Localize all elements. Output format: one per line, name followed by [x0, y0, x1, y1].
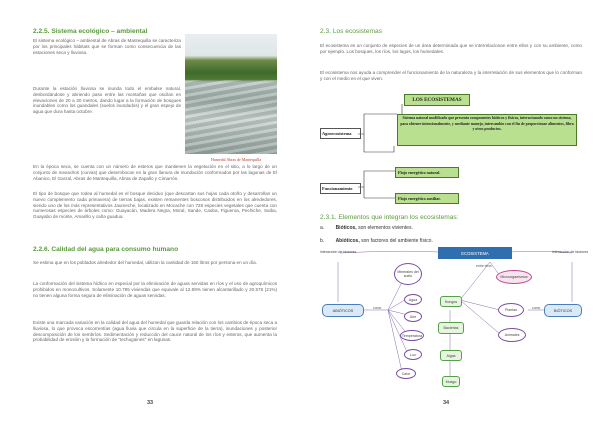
section-heading-elementos: 2.3.1. Elementos que integran los ecosistemas: [320, 214, 459, 221]
luz-node: Luz [404, 349, 422, 360]
algas-node: Algas [440, 350, 462, 361]
paragraph: El ecosistema es un conjunto de especies de un área determinada que se interrelacionan entre ellos y con su ambiente, como por ejemplo. Los bosques, los ríos, los lagos, los humedales. [320, 43, 582, 54]
agroecosistema-box: Agroecosistema [320, 128, 361, 139]
aire-node: Aire [404, 311, 422, 322]
paragraph: Existe una marcada variación en la calidad del agua del humedal que guarda relación con los cambios de época seca a lluviosa, lo que provoca escorrentías (agua lluvia que circula en la superficie de la tierra), inundaciones y posterior descomposición de los sembríos. Sedimentación y reducción del cauce natural de los ríos y esteros, que aumenta la probabilidad de erosión y la formación de "techugüines" en lagunas. [33, 320, 277, 343]
section-heading-ecosistemas: 2.3. Los ecosistemas [320, 28, 382, 35]
page-number: 33 [147, 400, 154, 406]
minerales-node: Minerales del suelo [394, 263, 422, 285]
list-letter: a. [320, 225, 325, 231]
photo-caption: Humedal Abras de Mantequilla [211, 157, 262, 162]
paragraph: El ecosistema nos ayuda a comprender el funcionamiento de la naturaleza y la interrelación de sus elementos que lo conforman y con el medio en el que viven. [320, 70, 582, 81]
list-term: Bióticos, [335, 225, 357, 231]
calor-node: Calor [396, 368, 416, 379]
list-term: Abióticos, [335, 238, 360, 244]
microorganismos-node: Microorganismos [496, 270, 532, 284]
list-desc: son elementos vivientes. [356, 225, 413, 231]
list-desc: son factores del ambiente físico. [359, 238, 433, 244]
connector-label: como [532, 306, 541, 310]
paragraph: En la época seca, se cuenta con un número de esteros que mantienen la vegetación en el sitio, a lo largo de un conjunto de meandros (curvas) que desembocan en la gran llanura de inundación conformados por las lagunas de El Abanico, El Garzal, Abras de Mantequilla, Abras de Zapallo y Cimarrón. [33, 164, 277, 181]
paragraph: Durante la estación lluviosa se inunda todo el embalse natural, desbordándose y abriendo paso entre las montañas que oscilan en elevaciones de 20 a 30 metros, dando lugar a la formación de bosques inundables como los guandales (suelos inundados) y el gran espejo de agua que dura hasta octubre. [33, 86, 181, 114]
animales-node: Animales [498, 328, 526, 342]
bacterias-node: Bacterias [438, 322, 464, 334]
connector-label: entre ellos [476, 264, 492, 268]
plantas-node: Plantas [498, 303, 524, 317]
concept-map-title: LOS ECOSISTEMAS [404, 94, 470, 106]
hongos-node: Hongos [440, 296, 462, 307]
paragraph: El sistema ecológico – ambiental de Abras de Mantequilla se caracteriza por los principales hábitats que se forman como consecuencia de las estaciones seca y lluviosa. [33, 38, 181, 55]
interaction-label-left: interacción de factores [320, 250, 357, 254]
abioticos-node: ABIÓTICOS [322, 304, 364, 317]
section-heading-agua: 2.2.6. Calidad del agua para consumo humano [33, 246, 179, 253]
paragraph: El tipo de bosque que rodea al humedal es el bosque deciduo (que descartan sus hojas cada otoño y desarrollan un nuevo complemento cada primavera) de tierras bajas, existen remanentes boscosos distribuidos en los alrededores, siendo uno de los más representativos Jaumeche, localizado en Mocache con 728 especies vegetales que cuenta con numerosas especies de árboles como: Guayacán, Madera Negra, Moral, Sande, Caoba, Figueroa, Pechiche, Saiba, Guayabo de monte, Amarillo y caña guadua. [33, 191, 277, 219]
definition-box: Sistema natural modificado que presenta componentes bióticos y físicos, interactuando como un sistema, para obtener intencionalmente, y mediante manejo, intercambio con el fin de proporcionar alimentos, fibra y otros productos. [397, 114, 577, 146]
list-letter: b. [320, 238, 325, 244]
temperatura-node: Temperatura [400, 330, 424, 341]
page-number: 34 [443, 400, 450, 406]
wetland-photo [185, 34, 277, 154]
bioticos-node: BIÓTICOS [544, 304, 582, 317]
flujo-natural-box: Flujo energético natural. [395, 167, 459, 178]
ecosistema-node: ECOSISTEMA [438, 247, 512, 259]
flujo-auxiliar-box: Flujo energético auxiliar. [395, 193, 459, 204]
paragraph: Se estima que en los poblados alrededor del humedal, utilizan la cantidad de 150 litros por persona en un día. [33, 260, 257, 265]
agua-node: Agua [404, 294, 422, 305]
section-heading-ecologico: 2.2.5. Sistema ecológico – ambiental [33, 28, 148, 35]
connector-label: como [373, 306, 382, 310]
interaction-label-right: interacción de factores [552, 250, 589, 254]
funcionamiento-box: Funcionamiento [320, 183, 361, 194]
right-page [300, 0, 600, 424]
paragraph: La conformación del sistema hídrico en especial por la eliminación de aguas servidas en ríos y el uso de agroquímicos prohibidos en monocultivos. Solamente 10.785 viviendas que equivale al 12.89% tienen alcantarillado y 20.576 (21%) no tienen alguna forma segura de eliminación de aguas servidas. [33, 281, 277, 298]
musgo-node: Musgo [442, 376, 460, 387]
